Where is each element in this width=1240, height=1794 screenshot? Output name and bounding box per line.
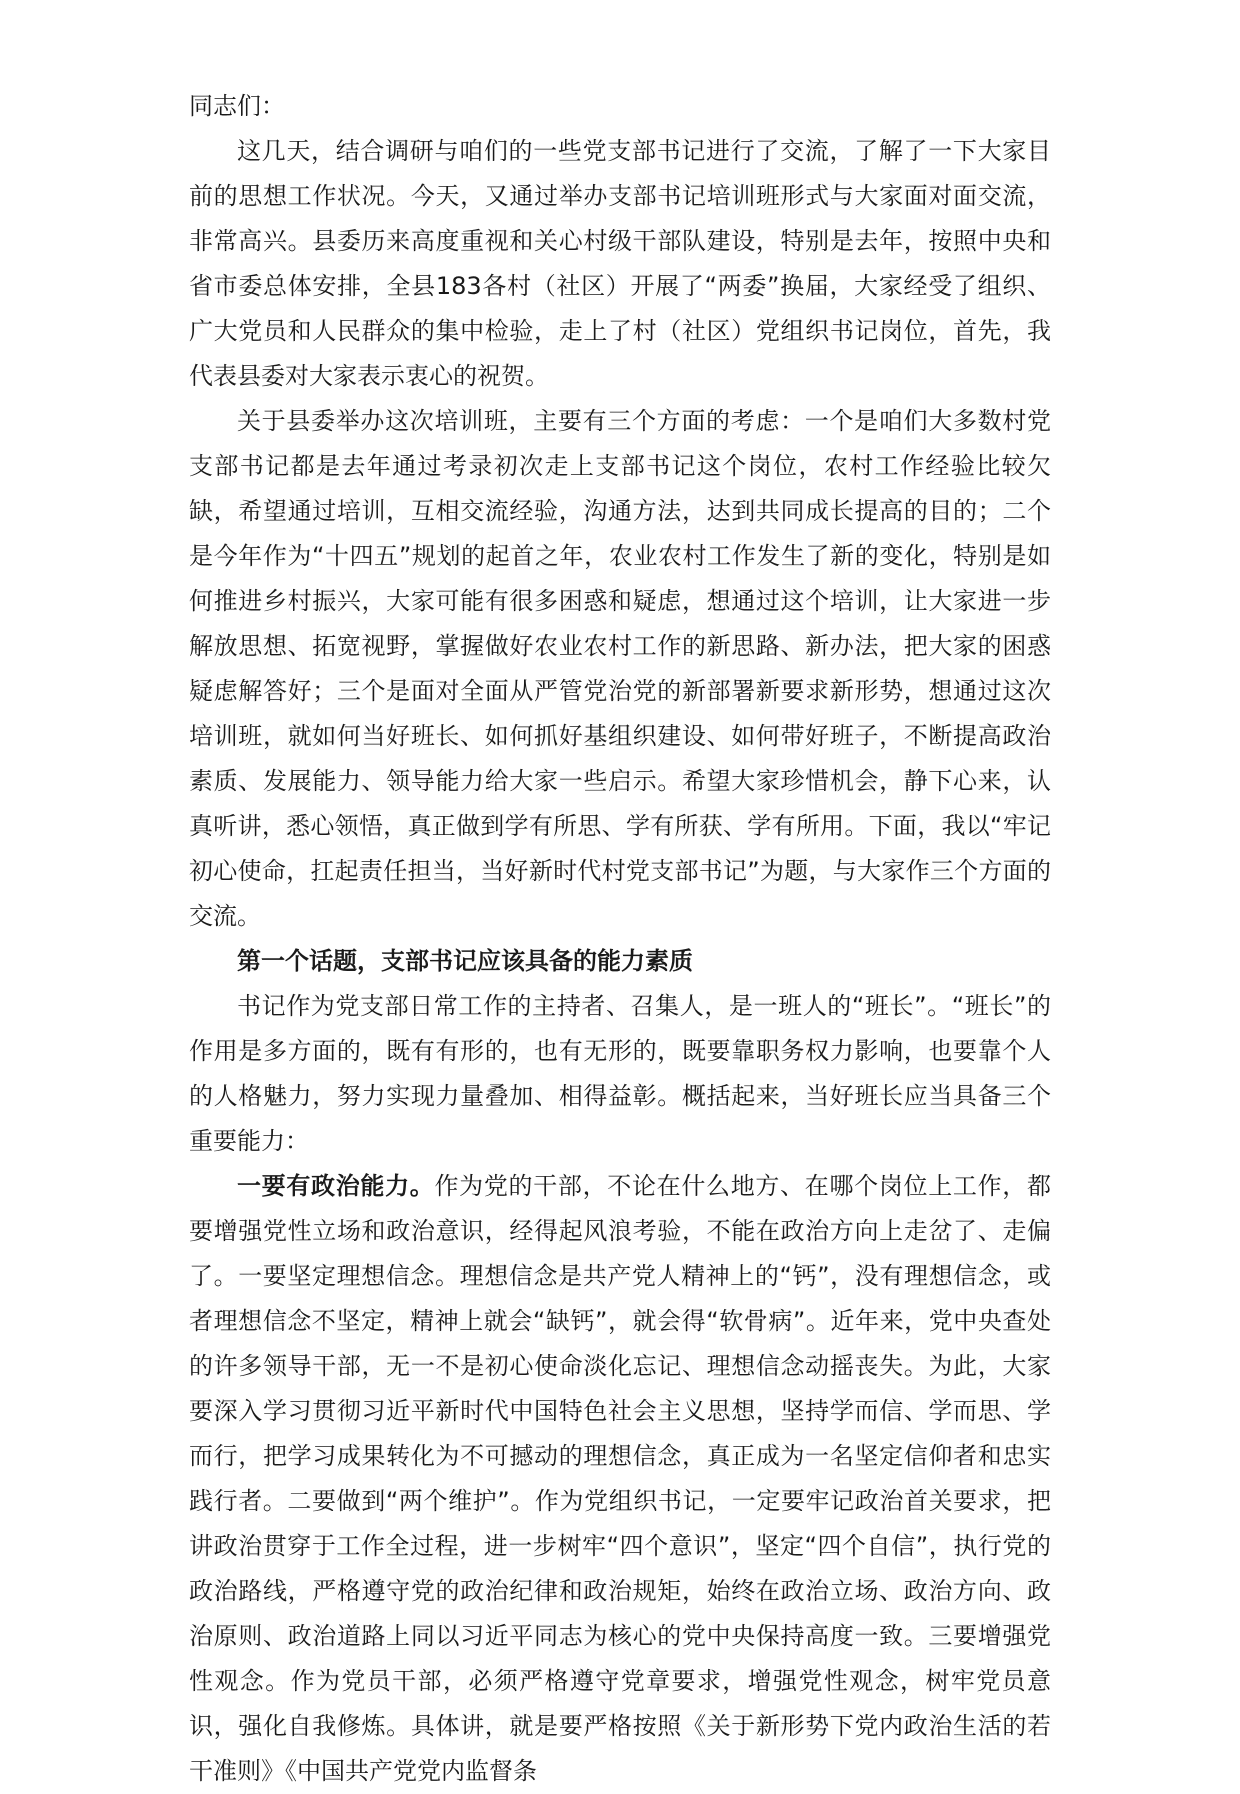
paragraph-training-purpose: 关于县委举办这次培训班，主要有三个方面的考虑：一个是咱们大多数村党支部书记都是去年通过考录初次走上支部书记这个岗位，农村工作经验比较欠缺，希望通过培训，互相交流经验，沟通方法，达到共同成长提高的目的；二个是今年作为“十四五”规划的起首之年，农业农村工作发生了新的变化，特别是如何推进乡村振兴，大家可能有很多困惑和疑虑，想通过这个培训，让大家进一步解放思想、拓宽视野，掌握做好农业农村工作的新思路、新办法，把大家的困惑疑虑解答好；三个是面对全面从严管党治党的新部署新要求新形势，想通过这次培训班，就如何当好班长、如何抓好基组织建设、如何带好班子，不断提高政治素质、发展能力、领导能力给大家一些启示。希望大家珍惜机会，静下心来，认真听讲，悉心领悟，真正做到学有所思、学有所获、学有所用。下面，我以“牢记初心使命，扛起责任担当，当好新时代村党支部书记”为题，与大家作三个方面的交流。 (189, 407, 1051, 930)
paragraph-intro: 这几天，结合调研与咱们的一些党支部书记进行了交流，了解了一下大家目前的思想工作状况。今天，又通过举办支部书记培训班形式与大家面对面交流，非常高兴。县委历来高度重视和关心村级干部队建设，特别是去年，按照中央和省市委总体安排，全县183各村（社区）开展了“两委”换届，大家经受了组织、广大党员和人民群众的集中检验，走上了村（社区）党组织书记岗位，首先，我代表县委对大家表示衷心的祝贺。 (189, 137, 1051, 390)
greeting: 同志们： (189, 92, 285, 120)
political-ability-lead: 一要有政治能力。 (237, 1172, 435, 1200)
political-ability-body: 作为党的干部，不论在什么地方、在哪个岗位上工作，都要增强党性立场和政治意识，经得起风浪考验，不能在政治方向上走岔了、走偏了。一要坚定理想信念。理想信念是共产党人精神上的“钙”，没有理想信念，或者理想信念不坚定，精神上就会“缺钙”，就会得“软骨病”。近年来，党中央查处的许多领导干部，无一不是初心使命淡化忘记、理想信念动摇丧失。为此，大家要深入学习贯彻习近平新时代中国特色社会主义思想，坚持学而信、学而思、学而行，把学习成果转化为不可撼动的理想信念，真正成为一名坚定信仰者和忠实践行者。二要做到“两个维护”。作为党组织书记，一定要牢记政治首关要求，把讲政治贯穿于工作全过程，进一步树牢“四个意识”，坚定“四个自信”，执行党的政治路线，严格遵守党的政治纪律和政治规矩，始终在政治立场、政治方向、政治原则、政治道路上同以习近平同志为核心的党中央保持高度一致。三要增强党性观念。作为党员干部，必须严格遵守党章要求，增强党性观念，树牢党员意识，强化自我修炼。具体讲，就是要严格按照《关于新形势下党内政治生活的若干准则》《中国共产党党内监督条 (189, 1172, 1051, 1785)
paragraph-monitor-role: 书记作为党支部日常工作的主持者、召集人，是一班人的“班长”。“班长”的作用是多方面的，既有有形的，也有无形的，既要靠职务权力影响，也要靠个人的人格魅力，努力实现力量叠加、相得益彰。概括起来，当好班长应当具备三个重要能力： (189, 992, 1051, 1155)
paragraph-political-ability (189, 1164, 1051, 1794)
section-heading-1: 第一个话题，支部书记应该具备的能力素质 (237, 947, 693, 975)
document-page (189, 84, 1051, 1794)
